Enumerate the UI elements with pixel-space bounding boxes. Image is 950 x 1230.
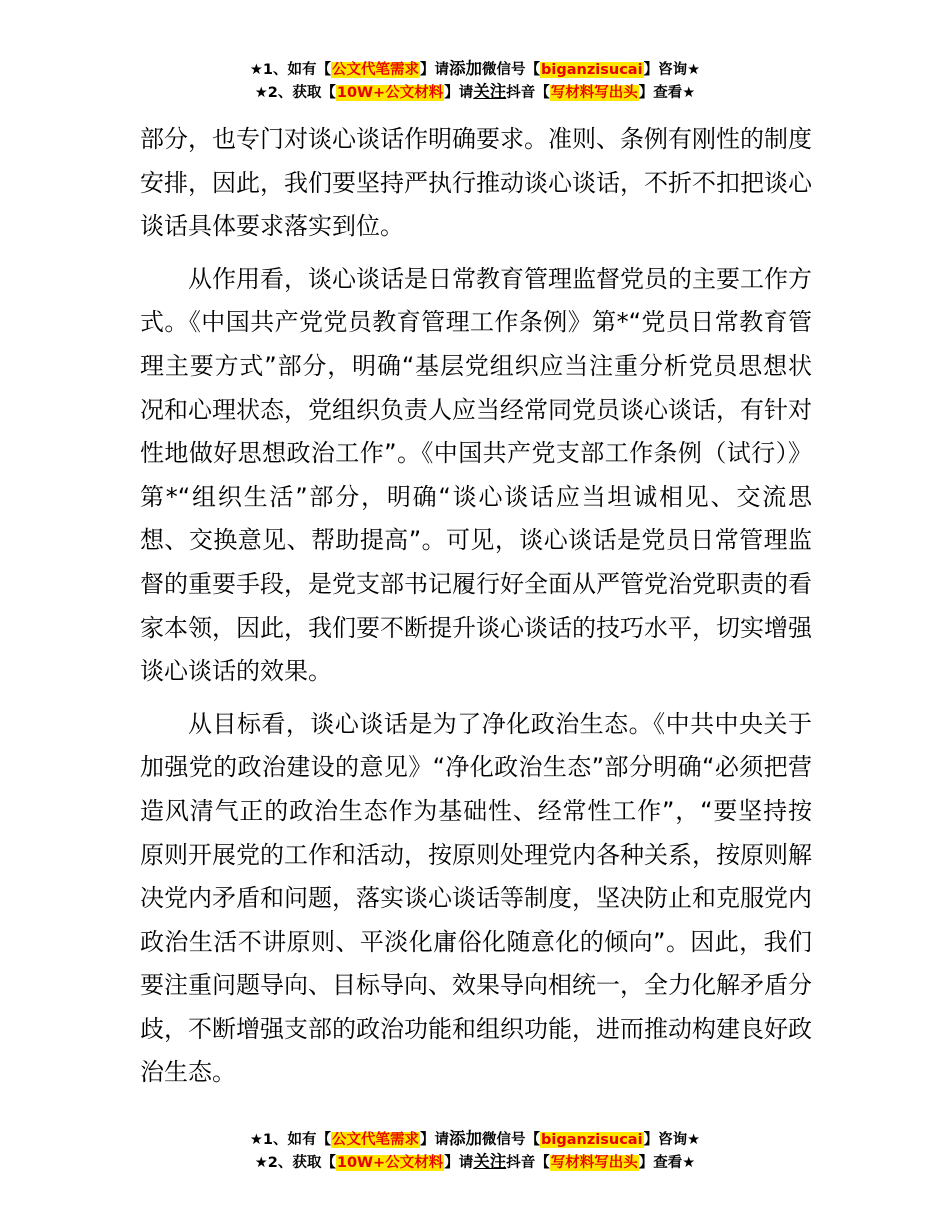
highlight-materials: 10W+公文材料 [336, 85, 444, 101]
paragraph-2: 从作用看，谈心谈话是日常教育管理监督党员的主要工作方式。《中国共产党党员教育管理工作条例》第*“党员日常教育管理主要方式”部分，明确“基层党组织应当注重分析党员思想状况和心理状态，党组织负责人应当经常同党员谈心谈话，有针对性地做好思想政治工作”。《中国共产党支部工作条例（试行）》第*“组织生活”部分，明确“谈心谈话应当坦诚相见、交流思想、交换意见、帮助提高”。可见，谈心谈话是党员日常管理监督的重要手段，是党支部书记履行好全面从严管党治党职责的看家本领，因此，我们要不断提升谈心谈话的技巧水平，切实增强谈心谈话的效果。 [140, 264, 812, 686]
header-line-2: ★2、获取【10W+公文材料】请关注抖音【写材料写出头】查看★ [254, 82, 696, 101]
highlight-wechat-id: biganzisucai [541, 62, 643, 78]
highlight-service: 公文代笔需求 [332, 1132, 420, 1148]
paragraph-3: 从目标看，谈心谈话是为了净化政治生态。《中共中央关于加强党的政治建设的意见》“净化政治生态”部分明确“必须把营造风清气正的政治生态作为基础性、经常性工作”，“要坚持按原则开展党的工作和活动，按原则处理党内各种关系，按原则解决党内矛盾和问题，落实谈心谈话等制度，坚决防止和克服党内政治生活不讲原则、平淡化庸俗化随意化的倾向”。因此，我们要注重问题导向、目标导向、效果导向相统一，全力化解矛盾分歧，不断增强支部的政治功能和组织功能，进而推动构建良好政治生态。 [140, 709, 812, 1087]
highlight-wechat-id: biganzisucai [541, 1132, 643, 1148]
footer-banner [0, 1128, 950, 1174]
highlight-materials: 10W+公文材料 [336, 1155, 444, 1171]
footer-line-2: ★2、获取【10W+公文材料】请关注抖音【写材料写出头】查看★ [254, 1152, 696, 1171]
highlight-douyin-id: 写材料写出头 [550, 1155, 638, 1171]
footer-line-1: ★1、如有【公文代笔需求】请添加微信号【biganzisucai】咨询★ [249, 1129, 701, 1148]
paragraph-1: 部分，也专门对谈心谈话作明确要求。准则、条例有刚性的制度安排，因此，我们要坚持严执行推动谈心谈话，不折不扣把谈心谈话具体要求落实到位。 [140, 125, 812, 241]
highlight-douyin-id: 写材料写出头 [550, 85, 638, 101]
document-body [140, 118, 812, 1095]
highlight-service: 公文代笔需求 [332, 62, 420, 78]
header-banner [0, 58, 950, 104]
header-line-1: ★1、如有【公文代笔需求】请添加微信号【biganzisucai】咨询★ [249, 59, 701, 78]
